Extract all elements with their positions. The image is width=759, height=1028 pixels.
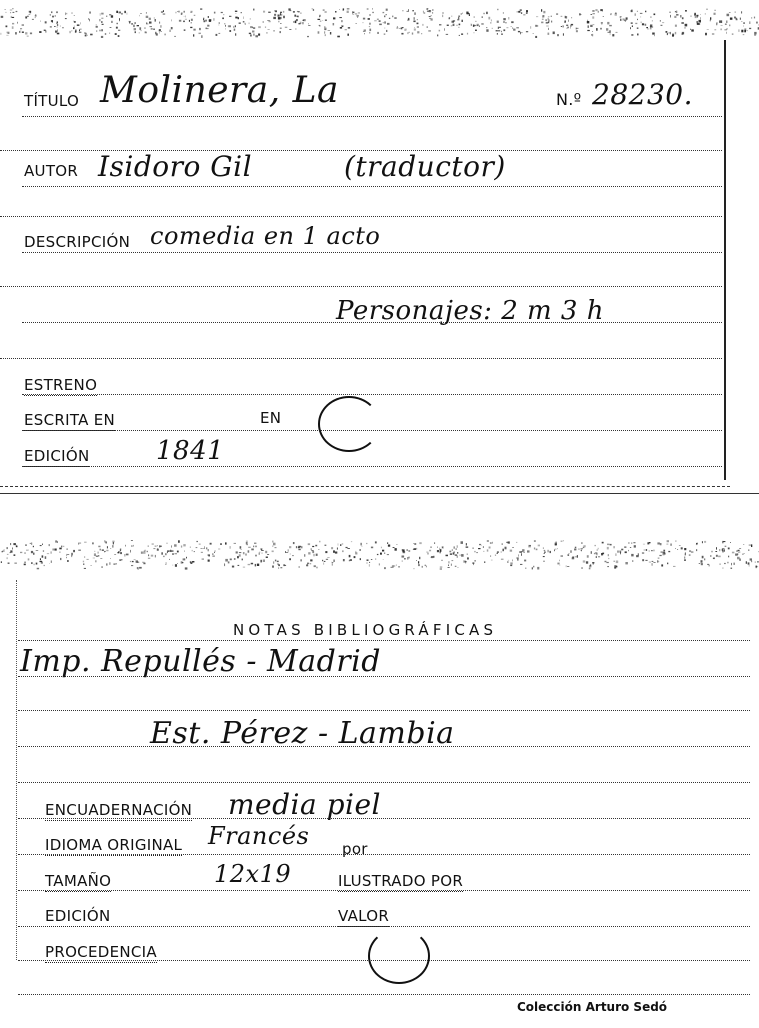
valor-label: VALOR xyxy=(338,907,390,925)
descripcion-value: comedia en 1 acto xyxy=(150,222,381,250)
numero-value: 28230. xyxy=(592,78,693,111)
idioma-value: Francés xyxy=(208,822,310,850)
rule-line xyxy=(0,358,722,359)
titulo-label: TÍTULO xyxy=(24,92,80,110)
autor-value: Isidoro Gil xyxy=(98,150,253,183)
rule-line xyxy=(0,486,730,487)
collection-footer: Colección Arturo Sedó xyxy=(517,1000,668,1014)
card-separator xyxy=(0,493,759,494)
rule-line xyxy=(22,466,722,467)
card-right-edge xyxy=(724,40,726,480)
note-line-1: Imp. Repullés - Madrid xyxy=(20,644,381,679)
rule-line xyxy=(18,994,750,995)
rule-line xyxy=(22,116,722,117)
rule-line xyxy=(22,186,722,187)
por-label: por xyxy=(342,840,368,858)
titulo-value: Molinera, La xyxy=(100,70,339,111)
encuadernacion-value: media piel xyxy=(228,788,381,821)
estreno-label: ESTRENO xyxy=(24,376,98,394)
en-label: EN xyxy=(260,409,282,427)
rule-line xyxy=(18,782,750,783)
stamp-circle xyxy=(318,396,380,452)
edicion-label: EDICIÓN xyxy=(24,447,90,465)
escrita-en-label: ESCRITA EN xyxy=(24,411,116,429)
note-line-2: Est. Pérez - Lambia xyxy=(150,716,455,751)
rule-line xyxy=(0,216,722,217)
tamano-label: TAMAÑO xyxy=(45,872,112,890)
torn-edge-noise xyxy=(0,8,759,38)
catalog-card-back xyxy=(0,520,759,1028)
rule-line xyxy=(18,710,750,711)
numero-label: N.º xyxy=(556,90,582,109)
encuadernacion-label: ENCUADERNACIÓN xyxy=(45,801,193,819)
personajes-value: Personajes: 2 m 3 h xyxy=(336,296,604,326)
autor-role: (traductor) xyxy=(344,150,506,183)
torn-edge-noise xyxy=(0,540,759,570)
rule-line xyxy=(0,286,722,287)
ilustrado-label: ILUSTRADO POR xyxy=(338,872,464,890)
catalog-card-front xyxy=(0,0,759,495)
edicion-value: 1841 xyxy=(156,436,225,466)
card-left-edge xyxy=(16,580,17,960)
rule-line xyxy=(22,252,722,253)
rule-line xyxy=(18,640,750,641)
stamp-circle xyxy=(368,928,430,984)
procedencia-label: PROCEDENCIA xyxy=(45,943,157,961)
descripcion-label: DESCRIPCIÓN xyxy=(24,233,131,251)
notas-heading: NOTAS BIBLIOGRÁFICAS xyxy=(233,621,498,639)
autor-label: AUTOR xyxy=(24,162,79,180)
idioma-label: IDIOMA ORIGINAL xyxy=(45,836,183,854)
rule-line xyxy=(22,394,722,395)
tamano-value: 12x19 xyxy=(214,860,292,888)
edicion-label: EDICIÓN xyxy=(45,907,111,925)
